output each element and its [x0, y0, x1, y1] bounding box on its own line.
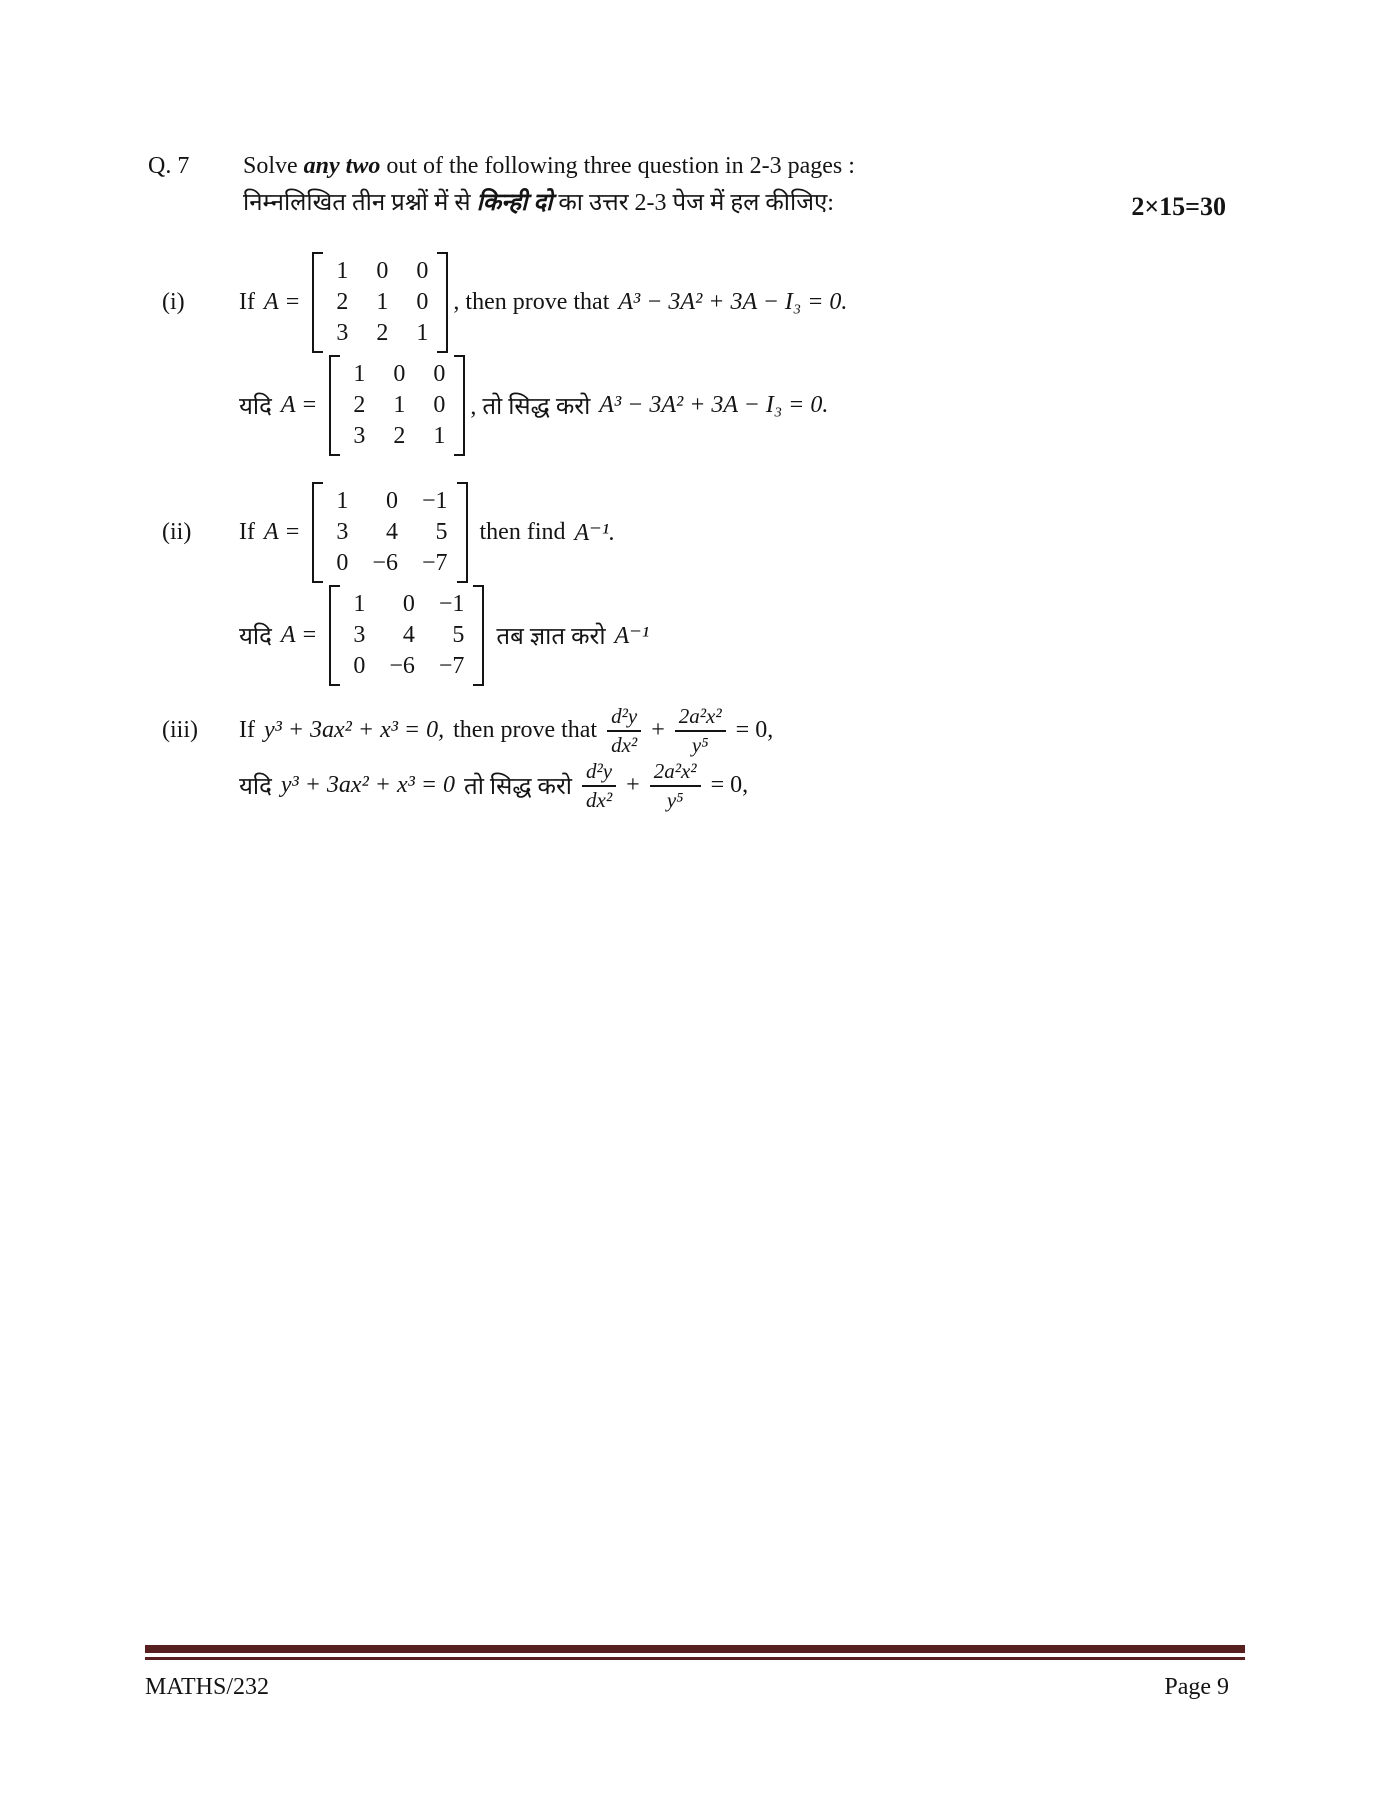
part-ii-en-connector: then find [479, 519, 566, 545]
part-iii-english-line [162, 704, 1244, 757]
matrix-cell: 0 [433, 392, 446, 418]
fraction-2a2x2-y5 [650, 759, 701, 812]
matrix-cell: 5 [452, 622, 465, 648]
matrix-cell: 4 [385, 519, 398, 545]
part-i-hi-connector: , तो सिद्ध करो [470, 394, 591, 420]
part-ii-hi-lhs: A = [280, 622, 318, 648]
part-ii-english-line [162, 482, 1244, 583]
matrix-right-bracket [473, 585, 484, 686]
matrix [329, 355, 465, 456]
part-ii-en-if: If [239, 519, 255, 545]
part-iii-en-mid: then prove that [453, 717, 598, 744]
matrix-cell: 1 [336, 488, 349, 514]
part-iii-hi-mid: तो सिद्ध करो [464, 774, 573, 801]
prompt-hi-post: का उत्तर 2-3 पेज में हल कीजिए: [552, 190, 834, 216]
part-ii-hindi-line [239, 585, 1244, 686]
matrix-cell: 0 [416, 289, 429, 315]
part-ii-hi-connector: तब ज्ञात करो [496, 624, 606, 650]
fraction-d2y-dx2 [582, 759, 616, 812]
part-iii-hi-tail: = 0, [710, 772, 749, 799]
matrix-cell: 0 [376, 258, 389, 284]
matrix-cell: 1 [376, 289, 389, 315]
matrix-left-bracket [329, 585, 340, 686]
matrix-cell: 0 [393, 361, 406, 387]
question-number: Q. 7 [148, 153, 190, 179]
page-footer [145, 1645, 1245, 1701]
fraction-numerator: 2a²x² [675, 704, 726, 732]
part-ii-en-lhs: A = [263, 519, 301, 545]
part-iii [148, 704, 1244, 813]
matrix-cell: 4 [402, 622, 415, 648]
fraction-denominator: y⁵ [691, 733, 709, 758]
part-iii-hi-equation: y³ + 3ax² + x³ = 0 [280, 772, 456, 799]
part-i-hi-if: यदि [239, 394, 272, 420]
part-iii-label: (iii) [162, 717, 198, 744]
matrix-cell: 0 [353, 653, 366, 679]
footer-rule-thick [145, 1645, 1245, 1653]
matrix-cell: 1 [353, 361, 366, 387]
matrix-cell: 0 [416, 258, 429, 284]
part-i-en-connector: , then prove that [453, 289, 610, 315]
question-prompt-hindi [243, 185, 1131, 222]
part-i-english-line [162, 252, 1244, 353]
part-i-hi-lhs: A = [280, 392, 318, 418]
matrix-cell: 0 [402, 591, 415, 617]
part-ii-hi-equation: A⁻¹ [614, 623, 650, 649]
fraction-denominator: dx² [611, 733, 638, 758]
part-iii-en-equation: y³ + 3ax² + x³ = 0, [263, 717, 445, 744]
prompt-hi-pre: निम्नलिखित तीन प्रश्नों में से [243, 190, 477, 216]
matrix-cell: 5 [435, 519, 448, 545]
matrix-right-bracket [457, 482, 468, 583]
part-i-hindi-line [239, 355, 1244, 456]
matrix-cell: −7 [421, 550, 448, 576]
matrix-cell: 2 [353, 392, 366, 418]
part-iii-en-tail: = 0, [735, 717, 774, 744]
matrix-cell: 3 [336, 320, 349, 346]
matrix [329, 585, 484, 686]
matrix-left-bracket [312, 252, 323, 353]
prompt-en-pre: Solve [243, 153, 304, 179]
matrix-cell: −1 [421, 488, 448, 514]
matrix-cell: 2 [336, 289, 349, 315]
plus-operator: + [651, 717, 665, 744]
question-prompt-english [243, 148, 1131, 185]
matrix-cell: 1 [393, 392, 406, 418]
matrix-cell: 1 [336, 258, 349, 284]
part-ii-hi-if: यदि [239, 624, 272, 650]
footer-paper-code: MATHS/232 [145, 1674, 270, 1700]
matrix-cell: 3 [336, 519, 349, 545]
fraction-numerator: d²y [582, 759, 616, 787]
matrix-cell: 2 [376, 320, 389, 346]
matrix-cell: 1 [433, 423, 446, 449]
page-content [148, 148, 1244, 813]
marks-allocation: 2×15=30 [1131, 192, 1226, 221]
prompt-en-post: out of the following three question in 2-3 pages : [380, 153, 855, 179]
part-i [148, 252, 1244, 456]
footer-rule-thin [145, 1657, 1245, 1660]
matrix-cell: −1 [438, 591, 465, 617]
question-prompt [243, 148, 1131, 222]
matrix-right-bracket [454, 355, 465, 456]
fraction-d2y-dx2 [607, 704, 641, 757]
part-iii-en-if: If [239, 717, 255, 744]
part-ii [148, 482, 1244, 686]
matrix-grid [340, 585, 473, 686]
fraction-numerator: d²y [607, 704, 641, 732]
part-ii-label: (ii) [162, 519, 192, 545]
part-i-label: (i) [162, 289, 185, 315]
fraction-numerator: 2a²x² [650, 759, 701, 787]
footer-text-row [145, 1674, 1245, 1701]
part-i-hi-equation: A³ − 3A² + 3A − I₃ = 0. [599, 392, 829, 418]
question-header [148, 148, 1244, 222]
matrix-left-bracket [329, 355, 340, 456]
part-i-en-if: If [239, 289, 255, 315]
fraction-denominator: dx² [586, 788, 613, 813]
matrix-cell: 2 [393, 423, 406, 449]
matrix-cell: 0 [336, 550, 349, 576]
matrix-left-bracket [312, 482, 323, 583]
matrix-cell: 3 [353, 423, 366, 449]
matrix [312, 482, 467, 583]
matrix-cell: 3 [353, 622, 366, 648]
part-iii-hi-if: यदि [239, 774, 272, 801]
part-i-en-equation: A³ − 3A² + 3A − I₃ = 0. [618, 289, 848, 315]
fraction-2a2x2-y5 [675, 704, 726, 757]
fraction-denominator: y⁵ [666, 788, 684, 813]
matrix-grid [323, 482, 456, 583]
matrix-cell: 0 [385, 488, 398, 514]
matrix-grid [323, 252, 437, 353]
matrix-cell: −6 [389, 653, 415, 679]
matrix-cell: −7 [438, 653, 465, 679]
part-i-en-lhs: A = [263, 289, 301, 315]
prompt-hi-emphasis: किन्ही दो [476, 190, 553, 216]
matrix-cell: 1 [416, 320, 429, 346]
prompt-en-emphasis: any two [303, 153, 381, 179]
matrix [312, 252, 448, 353]
matrix-cell: −6 [372, 550, 398, 576]
matrix-cell: 1 [353, 591, 366, 617]
plus-operator: + [626, 772, 640, 799]
part-iii-hindi-line [239, 759, 1244, 812]
matrix-grid [340, 355, 454, 456]
matrix-cell: 0 [433, 361, 446, 387]
footer-page-number: Page 9 [1164, 1674, 1229, 1700]
part-ii-en-equation: A⁻¹. [574, 520, 616, 546]
matrix-right-bracket [437, 252, 448, 353]
